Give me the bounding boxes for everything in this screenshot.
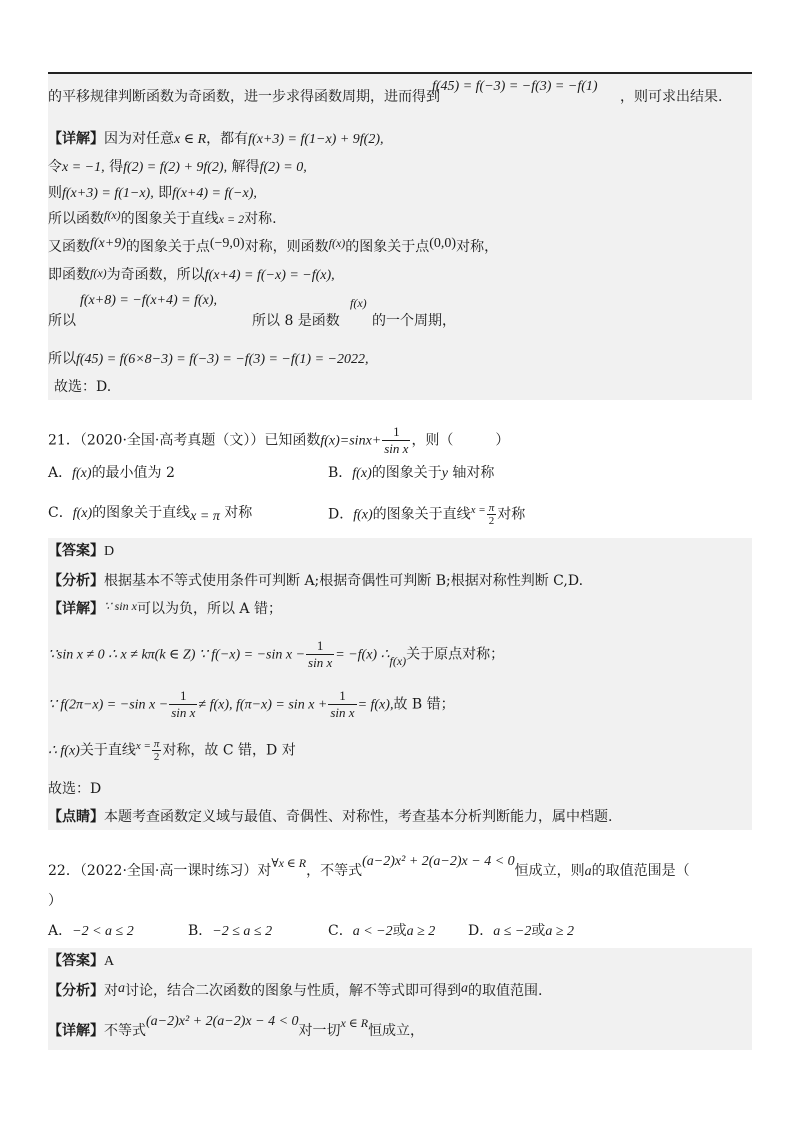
- period-formula: f(45) = f(−3) = −f(3) = −f(1): [432, 79, 598, 94]
- question-21-stem: 21．（2020·全国·高考真题（文））已知函数f(x)=sinx+ $\frac{1}{\text{sin x}}$ ，则（ ）: [48, 424, 510, 456]
- detail-line-6: 即函数f(x)为奇函数，所以f(x+4) = f(−x) = −f(x),: [48, 266, 335, 283]
- detail-line-5: 又函数f(x+9)的图象关于点(−9,0)对称，则函数f(x)的图象关于点(0,0)对称，: [48, 236, 499, 255]
- analysis-21: 【分析】根据基本不等式使用条件可判断 A;根据奇偶性可判断 B;根据对称性判断 C,D.: [48, 573, 584, 589]
- comment-21: 【点睛】本题考查函数定义域与最值、奇偶性、对称性，考查基本分析判断能力，属中档题.: [48, 809, 613, 825]
- detail-21-line-1: 【详解】∵ sin x可以为负，所以 A 错；: [48, 599, 282, 617]
- detail-line-2: 令x = −1, 得f(2) = f(2) + 9f(2), 解得f(2) = 0,: [48, 159, 307, 175]
- detail-line-4: 所以函数f(x)的图象关于直线x = 2对称.: [48, 208, 277, 227]
- option-22-d[interactable]: D．a ≤ −2或a ≥ 2: [468, 923, 575, 939]
- option-21-b[interactable]: B．f(x)的图象关于y 轴对称: [328, 465, 495, 481]
- period-statement: 所以 8 是函数: [252, 313, 340, 329]
- option-21-c[interactable]: C．f(x)的图象关于直线x = π 对称: [48, 505, 253, 524]
- detail-line-7: 所以: [48, 313, 76, 329]
- detail-21-line-2: ∵sin x ≠ 0 ∴ x ≠ kπ(k ∈ Z) ∵ f(−x) = −sin x − $\frac{1}{\text{sin x}}$ = −f(x) ∴f(x)关于原点对称；: [48, 638, 505, 670]
- question-22-close: ）: [48, 893, 62, 909]
- analysis-tail: ，则可求出结果.: [620, 89, 723, 105]
- option-22-b[interactable]: B．−2 ≤ a ≤ 2: [188, 923, 273, 939]
- option-22-c[interactable]: C．a < −2或a ≥ 2: [328, 923, 436, 939]
- period-tail: 的一个周期，: [372, 313, 456, 329]
- detail-22-line-1: 【详解】不等式(a−2)x² + 2(a−2)x − 4 < 0对一切x ∈ R恒成立，: [48, 1014, 425, 1039]
- detail-line-1: 【详解】因为对任意x ∈ R，都有f(x+3) = f(1−x) + 9f(2),: [48, 131, 384, 147]
- analysis-22: 【分析】对a讨论，结合二次函数的图象与性质，解不等式即可得到a的取值范围.: [48, 981, 543, 999]
- choose-line-q21: 故选：D: [48, 781, 102, 797]
- question-22-stem: 22．（2022·全国·高一课时练习）对∀x ∈ R，不等式(a−2)x² + 2(a−2)x − 4 < 0恒成立，则a的取值范围是（: [48, 854, 690, 879]
- period-equation: f(x+8) = −f(x+4) = f(x),: [80, 293, 218, 308]
- option-21-a[interactable]: A．f(x)的最小值为 2: [48, 465, 175, 481]
- detail-line-8: 所以f(45) = f(6×8−3) = f(−3) = −f(3) = −f(1) = −2022,: [48, 351, 369, 367]
- choose-line-q20: 故选：D.: [54, 379, 112, 395]
- detail-21-line-3: ∵ f(2π−x) = −sin x − $\frac{1}{\text{sin x}}$ ≠ f(x), f(π−x) = sin x + $\frac{1}{\text{sin x}}$ = f(x),故 B 错；: [48, 688, 455, 720]
- option-22-a[interactable]: A．−2 < a ≤ 2: [48, 923, 134, 939]
- answer-22: 【答案】A: [48, 953, 115, 969]
- detail-21-line-4: ∴ f(x)关于直线$^{x =}$ $\frac{\pi}{2}$ 对称，故 C 错，D 对: [48, 738, 296, 763]
- answer-21: 【答案】D: [48, 543, 115, 559]
- option-21-d[interactable]: D．f(x)的图象关于直线$^{x =}$ $\frac{\pi}{2}$ 对称: [328, 502, 526, 527]
- analysis-continuation: 的平移规律判断函数为奇函数，进一步求得函数周期，进而得到: [48, 89, 440, 105]
- period-fx: f(x): [350, 296, 367, 310]
- fraction: $\frac{1}{\text{sin x}}$: [384, 424, 409, 456]
- detail-line-3: 则f(x+3) = f(1−x), 即f(x+4) = f(−x),: [48, 185, 257, 201]
